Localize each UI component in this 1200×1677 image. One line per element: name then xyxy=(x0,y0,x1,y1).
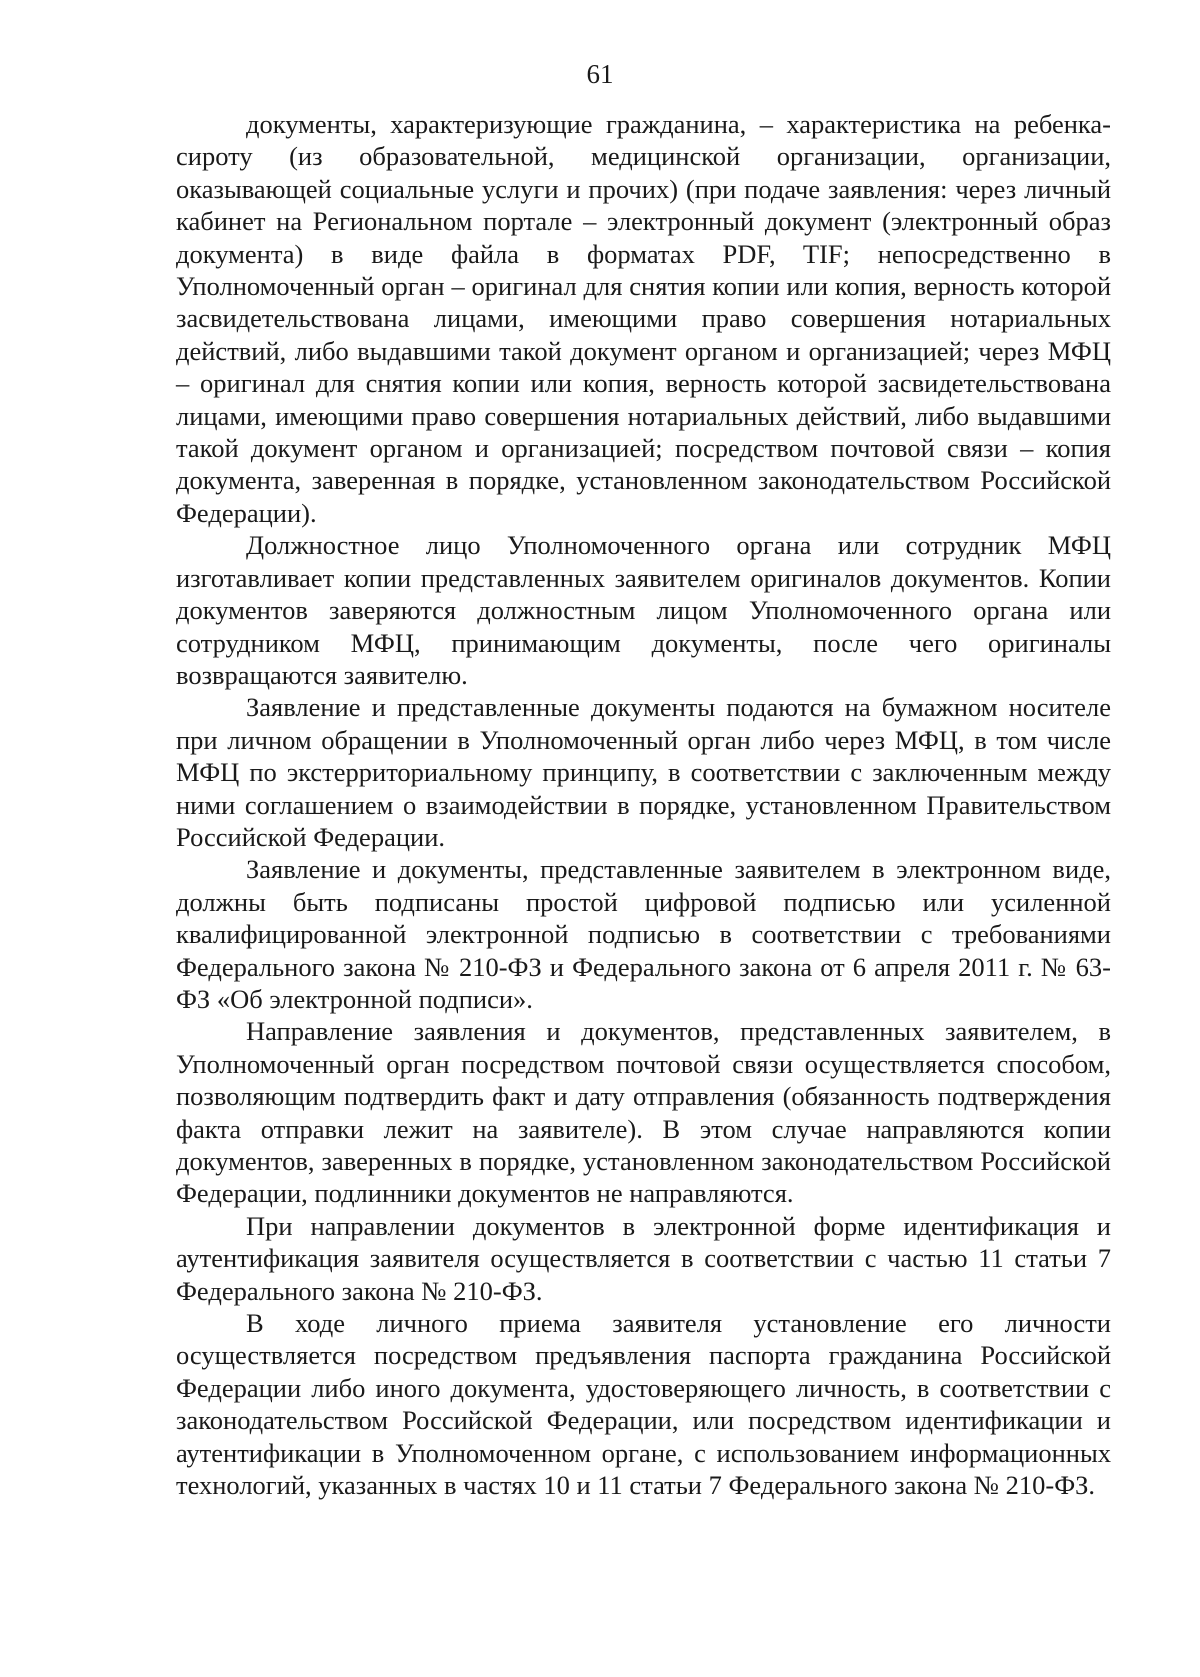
paragraph-paper-submission: Заявление и представленные документы подаются на бумажном носителе при личном обращении в Уполномоченный орган либо через МФЦ, в том числе МФЦ по экстерриториальному принципу, в соответствии с заключенным между ними соглашением о взаимодействии в порядке, установленном Правительством Российской Федерации. xyxy=(176,692,1111,852)
paragraph-copies-certification: Должностное лицо Уполномоченного органа или сотрудник МФЦ изготавливает копии представленных заявителем оригиналов документов. Копии документов заверяются должностным лицом Уполномоченного органа или сотрудником МФЦ, принимающим документы, после чего оригиналы возвращаются заявителю. xyxy=(176,530,1111,690)
paragraph-electronic-signature: Заявление и документы, представленные заявителем в электронном виде, должны быть подписаны простой цифровой подписью или усиленной квалифицированной электронной подписью в соответствии с требованиями Федерального закона № 210-ФЗ и Федерального закона от 6 апреля 2011 г. № 63-ФЗ «Об электронной подписи». xyxy=(176,854,1111,1014)
paragraph-postal-submission: Направление заявления и документов, представленных заявителем, в Уполномоченный орган посредством почтовой связи осуществляется способом, позволяющим подтвердить факт и дату отправления (обязанность подтверждения факта отправки лежит на заявителе). В этом случае направляются копии документов, заверенных в порядке, установленном законодательством Российской Федерации, подлинники документов не направляются. xyxy=(176,1016,1111,1209)
page-number: 61 xyxy=(586,59,614,89)
paragraph-electronic-authentication: При направлении документов в электронной форме идентификация и аутентификация заявителя осуществляется в соответствии с частью 11 статьи 7 Федерального закона № 210-ФЗ. xyxy=(176,1210,1111,1306)
document-body xyxy=(176,108,1111,1501)
paragraph-documents-characterizing: документы, характеризующие гражданина, – характеристика на ребенка-сироту (из образовательной, медицинской организации, организации, оказывающей социальные услуги и прочих) (при подаче заявления: через личный кабинет на Региональном портале – электронный документ (электронный образ документа) в виде файла в форматах PDF, TIF; непосредственно в Уполномоченный орган – оригинал для снятия копии или копия, верность которой засвидетельствована лицами, имеющими право совершения нотариальных действий, либо выдавшими такой документ органом и организацией; через МФЦ – оригинал для снятия копии или копия, верность которой засвидетельствована лицами, имеющими право совершения нотариальных действий, либо выдавшими такой документ органом и организацией; посредством почтовой связи – копия документа, заверенная в порядке, установленном законодательством Российской Федерации). xyxy=(176,109,1111,528)
paragraph-identity-verification: В ходе личного приема заявителя установление его личности осуществляется посредством предъявления паспорта гражданина Российской Федерации либо иного документа, удостоверяющего личность, в соответствии с законодательством Российской Федерации, или посредством идентификации и аутентификации в Уполномоченном органе, с использованием информационных технологий, указанных в частях 10 и 11 статьи 7 Федерального закона № 210-ФЗ. xyxy=(176,1308,1111,1501)
